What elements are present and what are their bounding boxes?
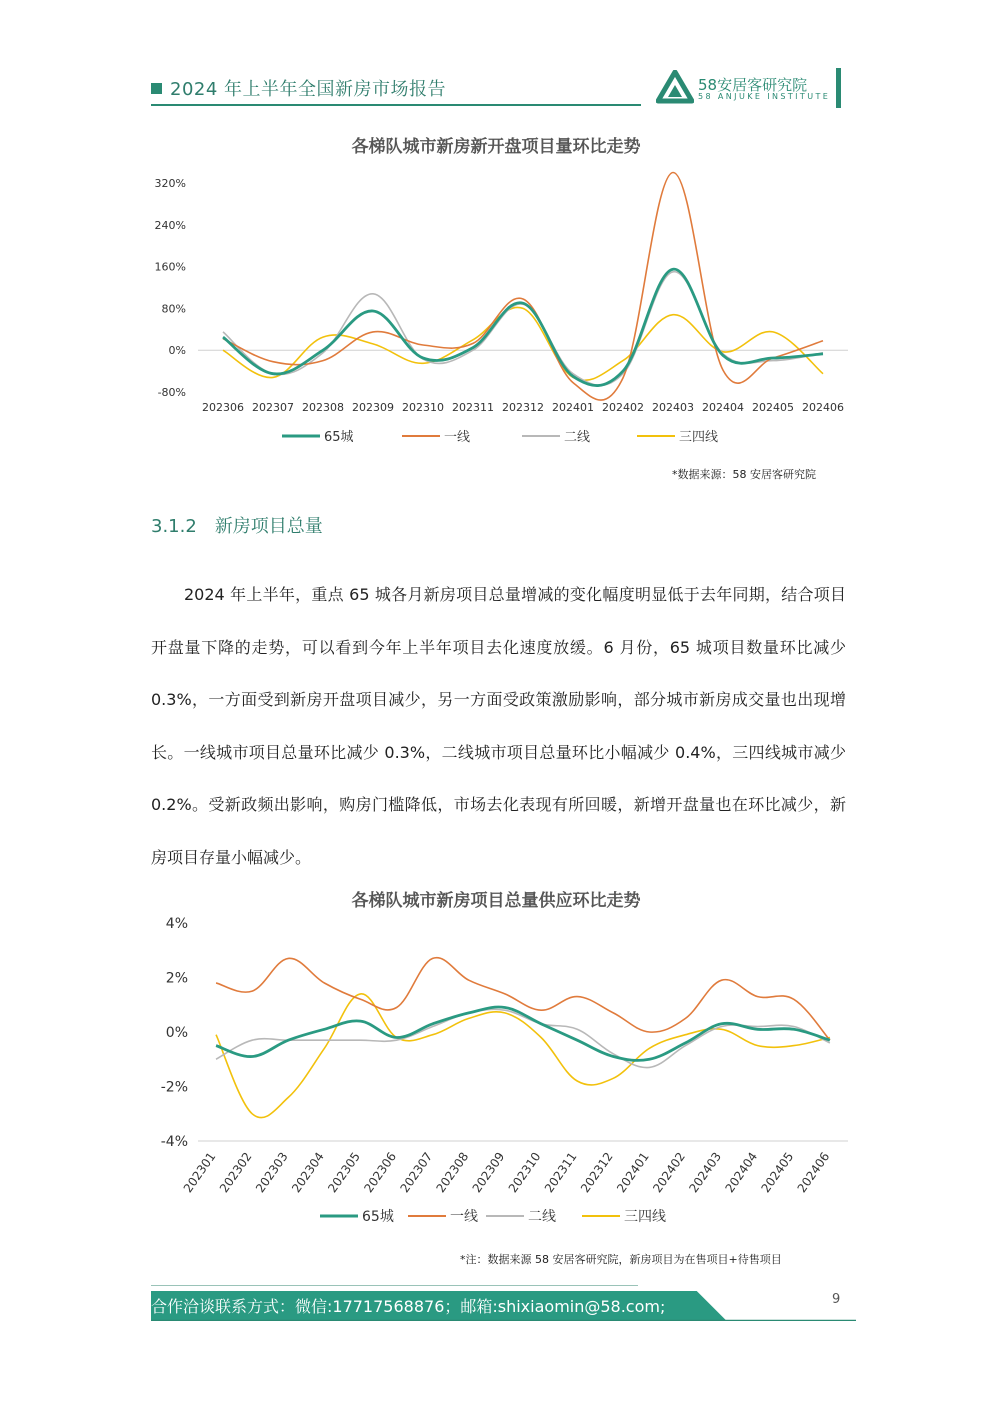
x-tick-label: 202308 (433, 1149, 472, 1196)
x-tick-label: 202403 (652, 401, 694, 414)
x-tick-label: 202312 (502, 401, 544, 414)
y-tick-label: 2% (165, 970, 188, 987)
x-tick-label: 202306 (202, 401, 244, 414)
chart2-source: *注：数据来源 58 安居客研究院，新房项目为在售项目+待售项目 (460, 1253, 782, 1266)
x-tick-label: 202402 (602, 401, 644, 414)
paragraph-text: 2024 年上半年，重点 65 城各月新房项目总量增减的变化幅度明显低于去年同期，结合项目开盘量下降的走势，可以看到今年上半年项目去化速度放缓。6 月份，65 城项目数量环比减少 0.3%，一方面受到新房开盘项目减少，另一方面受政策激励影响，部分城市新房成交量也出现增长。一线城市项目总量环比减少 0.3%，二线城市项目总量环比小幅减少 0.4%，三四线城市减少 0.2%。受新政频出影响，购房门槛降低，市场去化表现有所回暖，新增开盘量也在环比减少，新房项目存量小幅减少。 (151, 585, 846, 867)
y-tick-label: -80% (157, 386, 186, 399)
section-number: 3.1.2 (151, 516, 197, 537)
legend-label: 65城 (362, 1209, 394, 1225)
y-tick-label: 80% (161, 302, 186, 316)
x-tick-label: 202305 (325, 1149, 363, 1196)
x-tick-label: 202401 (614, 1149, 652, 1196)
x-tick-label: 202302 (216, 1149, 255, 1196)
x-tick-label: 202404 (722, 1149, 761, 1196)
chart2-title: 各梯队城市新房项目总量供应环比走势 (351, 891, 641, 911)
legend-label: 一线 (444, 430, 471, 445)
logo-name: 58安居客研究院 (698, 76, 808, 94)
y-tick-label: 240% (154, 218, 186, 232)
legend-label: 三四线 (624, 1209, 666, 1225)
x-tick-label: 202405 (752, 401, 794, 414)
footer-rule (151, 1285, 638, 1286)
x-tick-label: 202309 (469, 1149, 508, 1196)
x-tick-label: 202401 (552, 401, 594, 414)
series-line-3 (216, 1009, 830, 1067)
y-tick-label: -4% (160, 1134, 188, 1150)
x-tick-label: 202307 (252, 401, 294, 414)
x-tick-label: 202403 (686, 1149, 725, 1196)
legend-label: 一线 (450, 1209, 478, 1225)
x-tick-label: 202306 (361, 1149, 400, 1196)
x-tick-label: 202402 (650, 1149, 688, 1196)
x-tick-label: 202405 (758, 1149, 797, 1196)
x-tick-label: 202304 (289, 1149, 327, 1196)
report-title: 2024 年上半年全国新房市场报告 (170, 79, 447, 100)
x-tick-label: 202301 (180, 1149, 219, 1196)
y-tick-label: 4% (165, 916, 188, 932)
series-line-2 (216, 958, 830, 1041)
y-tick-label: 320% (154, 177, 186, 190)
y-tick-label: 0% (168, 344, 186, 358)
x-tick-label: 202406 (802, 401, 844, 414)
chart1-source: *数据来源：58 安居客研究院 (672, 468, 816, 481)
page-number: 9 (832, 1292, 841, 1307)
y-tick-label: 160% (154, 260, 186, 274)
chart1-title: 各梯队城市新房新开盘项目量环比走势 (351, 137, 641, 157)
x-tick-label: 202310 (402, 401, 444, 414)
x-tick-label: 202303 (252, 1149, 291, 1196)
y-tick-label: 0% (165, 1025, 188, 1041)
series-line-1 (216, 1007, 830, 1060)
contact-info: 合作洽谈联系方式：微信:17717568876；邮箱:shixiaomin@58.com; (151, 1297, 666, 1316)
legend-label: 65城 (324, 430, 354, 445)
x-tick-label: 202404 (702, 401, 744, 414)
x-tick-label: 202311 (452, 401, 494, 414)
section-title: 新房项目总量 (214, 516, 323, 537)
legend-label: 二线 (528, 1209, 556, 1225)
x-tick-label: 202312 (577, 1149, 616, 1196)
x-tick-label: 202406 (794, 1149, 833, 1196)
x-tick-label: 202308 (302, 401, 344, 414)
logo-subtitle: 58 ANJUKE INSTITUTE (698, 92, 831, 101)
legend-label: 三四线 (679, 430, 719, 445)
legend-label: 二线 (564, 430, 591, 445)
y-tick-label: -2% (160, 1079, 188, 1096)
x-tick-label: 202307 (397, 1149, 436, 1196)
series-line-4 (216, 994, 830, 1118)
x-tick-label: 202311 (541, 1149, 580, 1196)
x-tick-label: 202310 (505, 1149, 544, 1196)
x-tick-label: 202309 (352, 401, 394, 414)
